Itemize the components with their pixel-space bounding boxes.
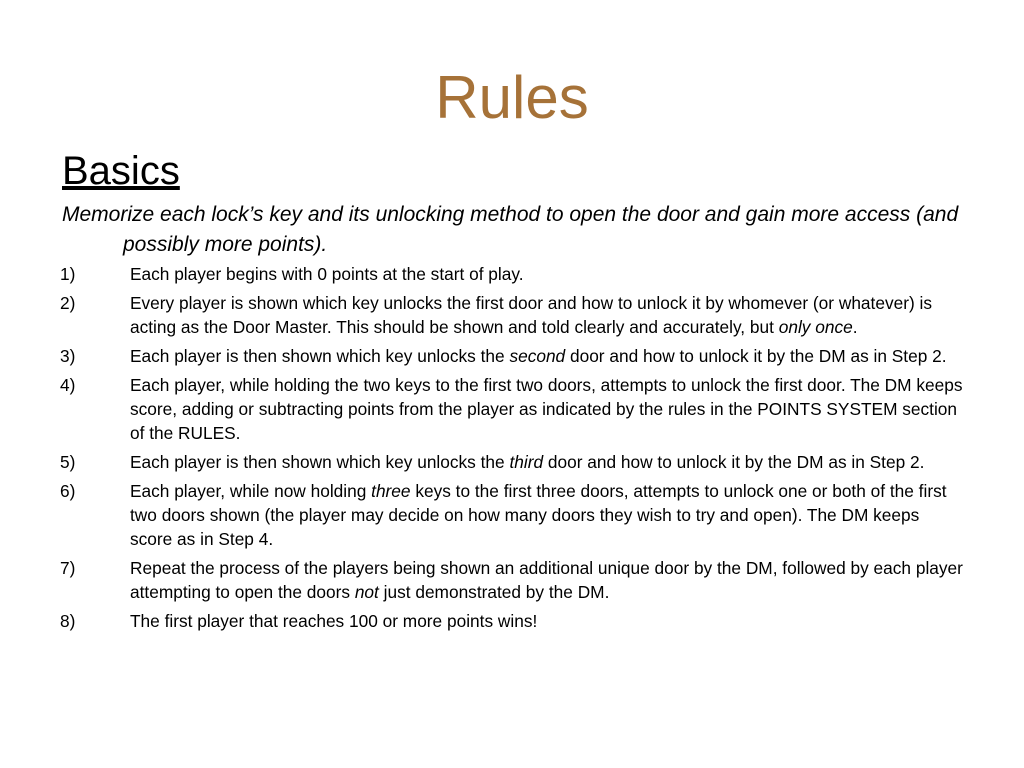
- step-text: The first player that reaches 100 or more points wins!: [130, 611, 538, 631]
- step-text: Each player, while now holding: [130, 481, 372, 501]
- rule-step: [62, 450, 964, 474]
- step-text: Every player is shown which key unlocks the first door and how to unlock it by whomever (or whatever) is acting as the Door Master. This should be shown and told clearly and accurately, but: [130, 293, 933, 337]
- step-number: 5): [60, 452, 76, 472]
- rule-step: [62, 479, 964, 551]
- step-emphasis: three: [371, 481, 411, 501]
- slide-content: [62, 146, 962, 638]
- step-text: Each player begins with 0 points at the start of play.: [130, 264, 524, 284]
- step-text: just demonstrated by the DM.: [378, 582, 610, 602]
- step-text: door and how to unlock it by the DM as in Step 2.: [543, 452, 925, 472]
- rule-step: [62, 609, 964, 633]
- step-number: 4): [60, 375, 76, 395]
- step-text: Repeat the process of the players being shown an additional unique door by the DM, followed by each player attempting to open the doors: [130, 558, 963, 602]
- rule-step: [62, 373, 964, 445]
- step-number: 3): [60, 346, 76, 366]
- step-emphasis: third: [509, 452, 544, 472]
- step-emphasis: only once: [778, 317, 853, 337]
- step-number: 8): [60, 611, 76, 631]
- section-heading: Basics: [62, 149, 180, 193]
- rule-step: [62, 344, 964, 368]
- rule-step: [62, 262, 964, 286]
- steps-list: [62, 262, 962, 633]
- rule-step: [62, 556, 964, 604]
- step-text: Each player, while holding the two keys to the first two doors, attempts to unlock the first door. The DM keeps score, adding or subtracting points from the player as indicated by the rules in the POINTS SYSTEM section of the RULES.: [130, 375, 963, 443]
- rule-step: [62, 291, 964, 339]
- step-text: Each player is then shown which key unlocks the: [130, 346, 510, 366]
- step-number: 2): [60, 293, 76, 313]
- step-text: .: [852, 317, 858, 337]
- slide-title: Rules: [435, 64, 589, 131]
- step-number: 6): [60, 481, 76, 501]
- step-emphasis: second: [509, 346, 566, 366]
- step-text: door and how to unlock it by the DM as in Step 2.: [565, 346, 947, 366]
- step-number: 7): [60, 558, 76, 578]
- intro-text: Memorize each lock’s key and its unlocking method to open the door and gain more access (and possibly more points).: [62, 203, 959, 256]
- step-number: 1): [60, 264, 76, 284]
- step-text: Each player is then shown which key unlocks the: [130, 452, 510, 472]
- step-text: keys to the first three doors, attempts to unlock one or both of the first two doors shown (the player may decide on how many doors they wish to try and open). The DM keeps score as in Step 4.: [130, 481, 947, 549]
- step-emphasis: not: [354, 582, 379, 602]
